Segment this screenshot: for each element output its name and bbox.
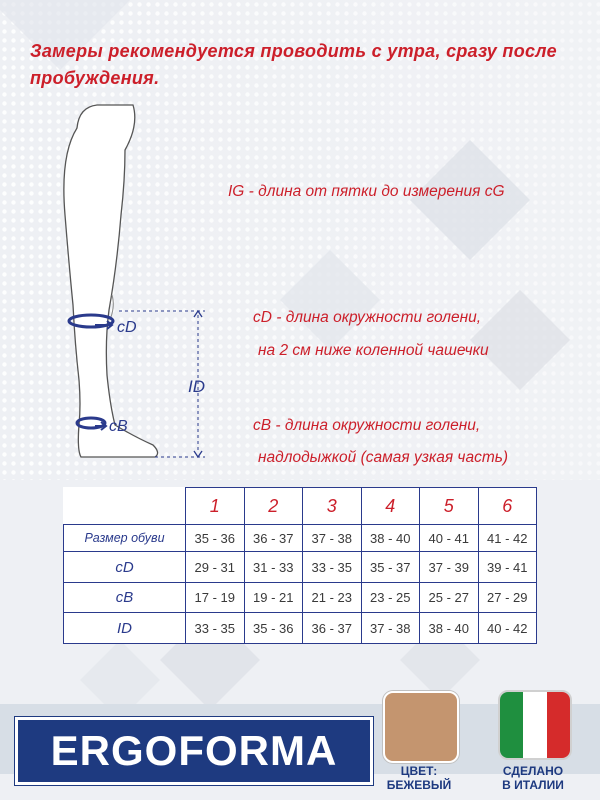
table-cell: 41 - 42 [478,525,537,552]
size-header-5: 5 [420,488,479,525]
note-cd-line2: на 2 см ниже коленной чашечки [258,342,489,359]
table-row [64,582,537,613]
table-cell: 37 - 38 [303,525,362,552]
table-cell: 37 - 39 [420,552,479,583]
size-header-4: 4 [361,488,420,525]
table-cell: 35 - 36 [186,525,245,552]
color-caption-line2: БЕЖЕВЫЙ [386,778,452,792]
table-cell: 37 - 38 [361,613,420,644]
table-cell: 36 - 37 [244,525,303,552]
row-label-id: ID [64,613,186,644]
flag-stripe-white [523,692,546,758]
leg-diagram [55,95,230,475]
table-row [64,613,537,644]
flag-stripe-red [547,692,570,758]
table-cell: 40 - 41 [420,525,479,552]
table-cell: 23 - 25 [361,582,420,613]
table-cell: 38 - 40 [420,613,479,644]
table-cell: 19 - 21 [244,582,303,613]
size-table [63,487,537,644]
table-cell: 21 - 23 [303,582,362,613]
size-header-3: 3 [303,488,362,525]
origin-caption-line1: СДЕЛАНО [502,764,564,778]
size-header-6: 6 [478,488,537,525]
size-header-1: 1 [186,488,245,525]
row-label-cb: cB [64,582,186,613]
intro-text: Замеры рекомендуется проводить с утра, сразу после пробуждения. [30,41,557,88]
table-cell: 31 - 33 [244,552,303,583]
table-corner-cell [64,488,186,525]
origin-caption [488,764,578,792]
diagram-label-id: ID [188,377,205,396]
flag-stripe-green [500,692,523,758]
table-cell: 25 - 27 [420,582,479,613]
table-cell: 27 - 29 [478,582,537,613]
table-cell: 36 - 37 [303,613,362,644]
note-ig: IG - длина от пятки до измерения cG [228,183,505,200]
color-caption-line1: ЦВЕТ: [400,764,438,778]
note-cb-line1: cB - длина окружности голени, [253,417,481,434]
diagram-label-cd: cD [117,319,137,336]
row-label-shoe-size: Размер обуви [64,525,186,552]
size-header-2: 2 [244,488,303,525]
table-cell: 35 - 36 [244,613,303,644]
color-caption [374,764,464,792]
brand-name: ERGOFORMA [50,727,338,774]
table-row [64,525,537,552]
table-cell: 39 - 41 [478,552,537,583]
note-cd-line1: cD - длина окружности голени, [253,309,482,326]
table-cell: 40 - 42 [478,613,537,644]
brand-logo [15,717,373,785]
italy-flag-icon [498,690,572,760]
table-cell: 33 - 35 [186,613,245,644]
table-cell: 29 - 31 [186,552,245,583]
origin-caption-line2: В ИТАЛИИ [502,778,564,792]
table-cell: 35 - 37 [361,552,420,583]
color-swatch [383,691,459,763]
table-cell: 38 - 40 [361,525,420,552]
table-row [64,552,537,583]
row-label-cd: cD [64,552,186,583]
diagram-label-cb: cB [109,418,128,435]
table-cell: 17 - 19 [186,582,245,613]
table-header-row [64,488,537,525]
table-cell: 33 - 35 [303,552,362,583]
note-cb-line2: надлодыжкой (самая узкая часть) [258,449,509,466]
